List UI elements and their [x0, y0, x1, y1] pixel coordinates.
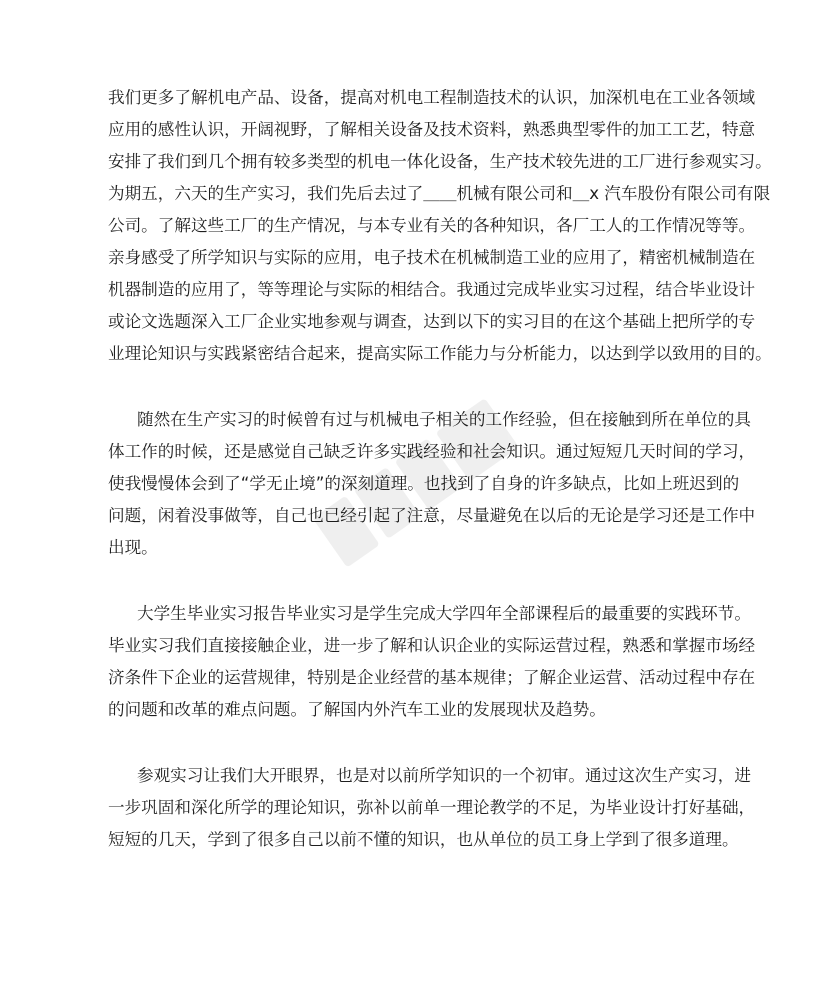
paragraph-1-line-5: 公司。了解这些工厂的生产情况，与本专业有关的各种知识，各厂工人的工作情况等等。	[108, 216, 756, 235]
paragraph-2-line-1: 随然在生产实习的时候曾有过与机械电子相关的工作经验，但在接触到所在单位的具	[137, 410, 751, 429]
paragraph-4-line-1: 参观实习让我们大开眼界，也是对以前所学知识的一个初审。通过这次生产实习，进	[137, 766, 751, 785]
paragraph-2-line-4: 问题，闲着没事做等，自己也已经引起了注意，尽量避免在以后的无论是学习还是工作中	[108, 506, 756, 525]
paragraph-3-line-1: 大学生毕业实习报告毕业实习是学生完成大学四年全部课程后的最重要的实践环节。	[137, 604, 751, 623]
paragraph-3-line-3: 济条件下企业的运营规律，特别是企业经营的基本规律；了解企业运营、活动过程中存在	[108, 668, 756, 687]
paragraph-3-line-2: 毕业实习我们直接接触企业，进一步了解和认识企业的实际运营过程，熟悉和掌握市场经	[108, 636, 756, 655]
paragraph-1-line-8: 或论文选题深入工厂企业实地参观与调查，达到以下的实习目的在这个基础上把所学的专	[108, 312, 756, 331]
paragraph-3-line-4: 的问题和改革的难点问题。了解国内外汽车工业的发展现状及趋势。	[108, 700, 606, 719]
paragraph-1-line-4: 为期五，六天的生产实习，我们先后去过了＿＿机械有限公司和＿x 汽车股份有限公司有限	[108, 184, 771, 203]
paragraph-1-line-2: 应用的感性认识，开阔视野，了解相关设备及技术资料，熟悉典型零件的加工工艺，特意	[108, 120, 756, 139]
paragraph-2-line-3: 使我慢慢体会到了“学无止境”的深刻道理。也找到了自身的许多缺点，比如上班迟到的	[108, 474, 740, 493]
paragraph-2-line-2: 体工作的时候，还是感觉自己缺乏许多实践经验和社会知识。通过短短几天时间的学习，	[108, 442, 756, 461]
paragraph-4-line-2: 一步巩固和深化所学的理论知识，弥补以前单一理论教学的不足，为毕业设计打好基础，	[108, 798, 756, 817]
paragraph-2-line-5: 出现。	[108, 538, 158, 557]
paragraph-1-line-9: 业理论知识与实践紧密结合起来，提高实际工作能力与分析能力，以达到学以致用的目的。	[108, 344, 772, 363]
paragraph-1-line-1: 我们更多了解机电产品、设备，提高对机电工程制造技术的认识，加深机电在工业各领域	[108, 88, 756, 107]
paragraph-1-line-3: 安排了我们到几个拥有较多类型的机电一体化设备，生产技术较先进的工厂进行参观实习。	[108, 152, 772, 171]
paragraph-1-line-6: 亲身感受了所学知识与实际的应用，电子技术在机械制造工业的应用了，精密机械制造在	[108, 248, 756, 267]
paragraph-1-line-7: 机器制造的应用了，等等理论与实际的相结合。我通过完成毕业实习过程，结合毕业设计	[108, 280, 756, 299]
paragraph-4-line-3: 短短的几天，学到了很多自己以前不懂的知识，也从单位的员工身上学到了很多道理。	[108, 830, 739, 849]
